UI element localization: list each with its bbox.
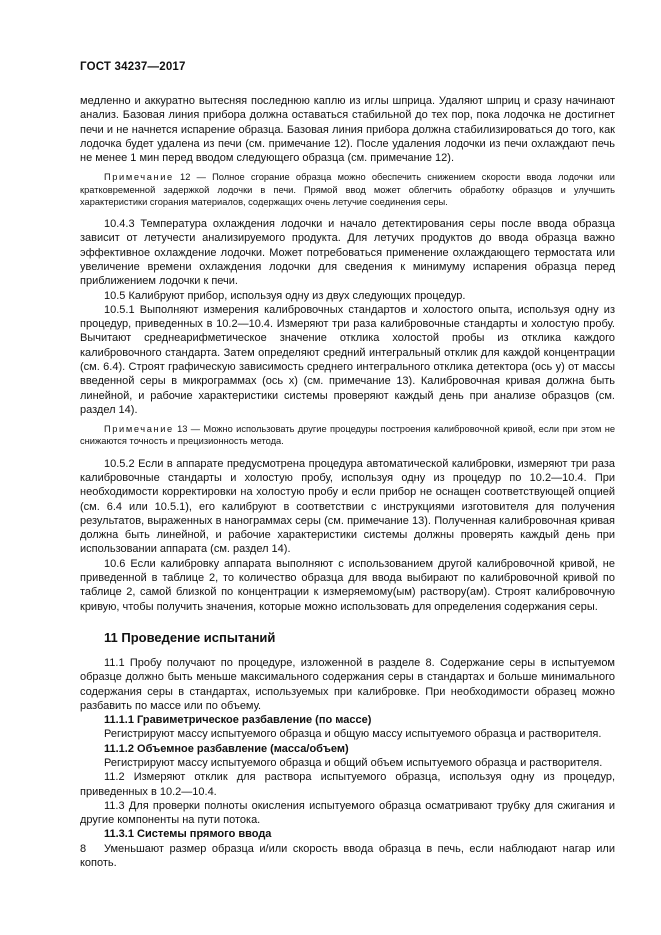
note-13 [80, 423, 615, 447]
document-body [80, 94, 615, 870]
subheading-11-3-1: 11.3.1 Системы прямого ввода [104, 828, 272, 841]
paragraph-11-1: 11.1 Пробу получают по процедуре, изложенной в разделе 8. Содержание серы в испытуемом образце должно быть меньше максимального содержания серы в стандартах и больше минимального содержания серы в стандартах, используемых при калибровке. При необходимости образец можно разбавить по массе или по объему. [80, 656, 615, 712]
paragraph: Регистрируют массу испытуемого образца и общую массу испытуемого образца и растворителя. [104, 728, 602, 741]
paragraph-10-6: 10.6 Если калибровку аппарата выполняют с использованием другой калибровочной кривой, не приведенной в таблице 2, то количество образца для ввода выбирают по калибровочной кривой по таблице 2, самой близкой по концентрации к измеряемому(ым) раствору(ам). Строят калибровочную кривую, чтобы получить значения, которые можно использовать для определения содержания серы. [80, 557, 615, 613]
note-label: Примечание [104, 172, 174, 183]
paragraph: Уменьшают размер образца и/или скорость ввода образца в печь, если наблюдают нагар или копоть. [80, 842, 615, 870]
note-text: 12 — Полное сгорание образца можно обеспечить снижением скорости ввода лодочки или кратковременной задержкой лодочки в печи. Прямой ввод может облегчить обработку образцов и улучшить характеристики сгорания материалов, содержащих очень летучие соединения серы. [80, 172, 615, 207]
paragraph-10-5: 10.5 Калибруют прибор, используя одну из двух следующих процедур. [104, 289, 466, 302]
document-header: ГОСТ 34237—2017 [80, 61, 186, 73]
paragraph: медленно и аккуратно вытесняя последнюю каплю из иглы шприца. Удаляют шприц и сразу начинают анализ. Базовая линия прибора должна оставаться стабильной до тех пор, пока лодочка не достигнет печи и не начнется испарение образца. Базовая линия прибора должна стабилизироваться до того, как лодочка будет удалена из печи (см. примечание 12). После удаления лодочки из печи охлаждают печь не менее 1 мин перед вводом следующего образца (см. примечание 12). [80, 95, 615, 165]
note-12 [80, 171, 615, 208]
note-label: Примечание [104, 424, 174, 435]
page-number: 8 [80, 843, 87, 855]
paragraph-10-5-1: 10.5.1 Выполняют измерения калибровочных стандартов и холостого опыта, используя одну из процедур, приведенных в 10.2—10.4. Измеряют три раза калибровочные стандарты и холостую пробу. Вычитают среднеарифметическое значение отклика холостой пробы из отклика каждого калибровочного стандарта. Затем определяют средний интегральный отклик для каждой концентрации (см. 6.4). Строят графическую зависимость среднего интегрального отклика детектора (ось y) от массы введенной серы в микрограммах (ось x) (см. примечание 13). Калибровочная кривая должна быть линейной, и рабочие характеристики системы проверяют каждый день при анализе образцов (см. раздел 14). [80, 303, 615, 416]
note-text: 13 — Можно использовать другие процедуры построения калибровочной кривой, если при этом не снижаются точность и прецизионность метода. [80, 424, 615, 447]
paragraph-11-2: 11.2 Измеряют отклик для раствора испытуемого образца, используя одну из процедур, приведенных в 10.2—10.4. [80, 771, 615, 798]
paragraph-11-3: 11.3 Для проверки полноты окисления испытуемого образца осматривают трубку для сжигания и другие компоненты на пути потока. [80, 799, 615, 827]
section-heading: 11 Проведение испытаний [104, 629, 276, 645]
subheading-11-1-1: 11.1.1 Гравиметрическое разбавление (по массе) [104, 714, 372, 727]
subheading-11-1-2: 11.1.2 Объемное разбавление (масса/объем) [104, 742, 349, 755]
paragraph: Регистрируют массу испытуемого образца и общий объем испытуемого образца и растворителя. [104, 757, 603, 769]
paragraph-10-4-3: 10.4.3 Температура охлаждения лодочки и начало детектирования серы после ввода образца зависит от летучести анализируемого продукта. Для летучих продуктов до ввода образца важно эффективное охлаждение лодочки. Может потребоваться применение охлаждающего термостата или увеличение времени охлаждения лодочки для сведения к минимуму испарения образца перед приближением лодочки к печи. [80, 218, 615, 288]
paragraph-10-5-2: 10.5.2 Если в аппарате предусмотрена процедура автоматической калибровки, измеряют три раза калибровочные стандарты и холостую пробу, используя одну из процедур по 10.2—10.4. При необходимости корректировки на холостую пробу и если прибор не оснащен соответствующей опцией (см. 6.4 или 10.5.1), его калибруют в соответствии с инструкциями изготовителя для получения результатов, выраженных в нанограммах серы (см. примечание 13). Полученная калибровочная кривая должна быть линейной, и рабочие характеристики системы должны проверять каждый день при использовании аппарата (см. раздел 14). [80, 457, 615, 556]
